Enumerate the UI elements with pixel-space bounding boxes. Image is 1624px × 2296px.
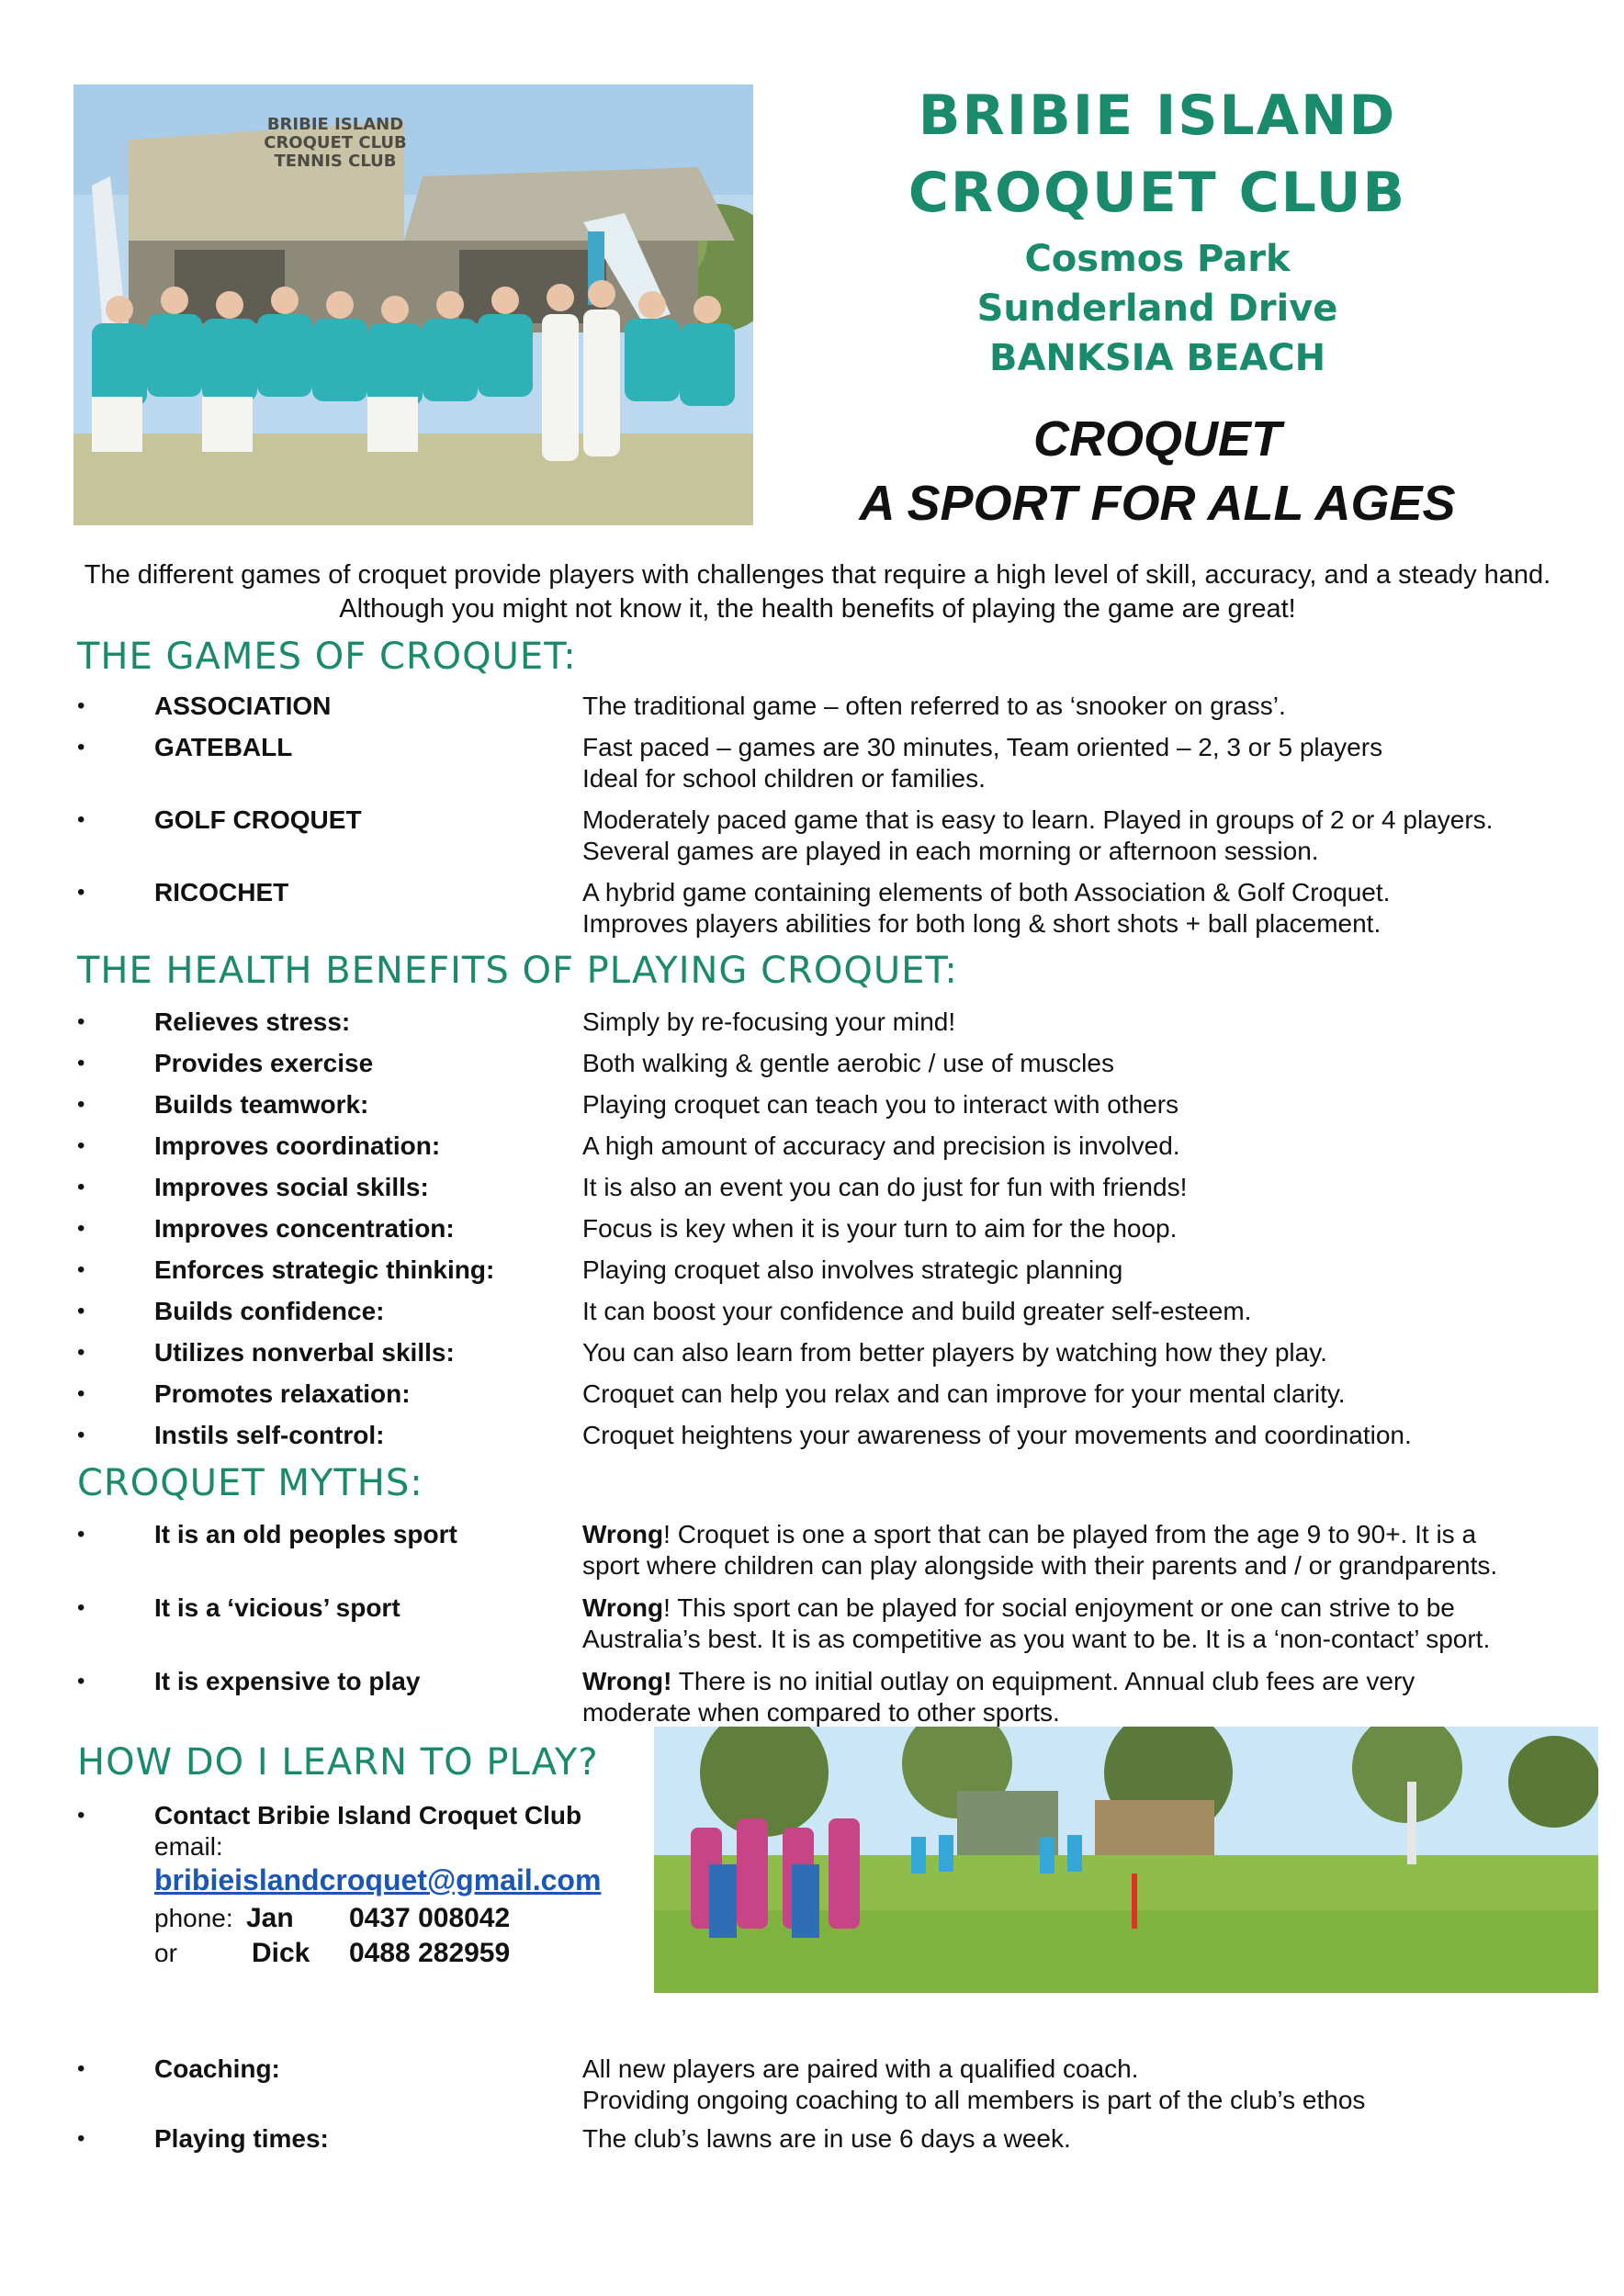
benefit-text: Simply by re-focusing your mind!: [582, 1007, 956, 1036]
bullet: •: [77, 1595, 85, 1620]
rebuttal-line: [582, 1593, 1602, 1624]
list-item-benefit: [77, 1048, 1584, 1085]
photo-sign: [234, 116, 436, 171]
list-item-benefit: [77, 1420, 1584, 1457]
benefit-text: Playing croquet also involves strategic planning: [582, 1255, 1123, 1284]
photo-sign-line: TENNIS CLUB: [274, 152, 397, 171]
list-item-game: [77, 691, 1584, 727]
benefit-text: It is also an event you can do just for fun with friends!: [582, 1173, 1188, 1201]
tagline-croquet: CROQUET: [1033, 411, 1281, 467]
rebuttal-text: There is no initial outlay on equipment. Annual club fees are very: [671, 1667, 1415, 1695]
rebuttal-line: [582, 1519, 1602, 1550]
benefit-label: Promotes relaxation:: [154, 1379, 411, 1408]
list-item-benefit: [77, 1255, 1584, 1291]
email-link-wrap: [154, 1864, 601, 1897]
wrong-lead: Wrong!: [582, 1667, 672, 1695]
bullet: •: [77, 1133, 85, 1158]
learn-description: [582, 2123, 1602, 2155]
bullet: •: [77, 1299, 85, 1323]
lawn-play-photo: [654, 1727, 1598, 1993]
description-line: The club’s lawns are in use 6 days a week.: [582, 2124, 1071, 2153]
benefit-label: Relieves stress:: [154, 1007, 351, 1036]
benefit-text: Croquet heightens your awareness of your movements and coordination.: [582, 1421, 1412, 1449]
club-name-line2: CROQUET CLUB: [908, 161, 1407, 225]
list-item-benefit: [77, 1296, 1584, 1333]
learn-label: Playing times:: [154, 2124, 329, 2153]
myth-rebuttal: [582, 1666, 1602, 1728]
benefit-text: You can also learn from better players by watching how they play.: [582, 1338, 1327, 1367]
game-label: GOLF CROQUET: [154, 805, 362, 834]
benefit-text: Focus is key when it is your turn to aim for the hoop.: [582, 1214, 1178, 1243]
list-item-benefit: [77, 1172, 1584, 1209]
address-line-park: Cosmos Park: [1024, 238, 1291, 280]
benefit-text: Both walking & gentle aerobic / use of muscles: [582, 1049, 1114, 1077]
rebuttal-text: ! Croquet is one a sport that can be played from the age 9 to 90+. It is a: [663, 1520, 1477, 1548]
rebuttal-line: Australia’s best. It is as competitive as you want to be. It is a ‘non-contact’ sport.: [582, 1625, 1491, 1653]
bullet: •: [77, 1340, 85, 1365]
bullet: •: [77, 1092, 85, 1117]
description-line: Moderately paced game that is easy to learn. Played in groups of 2 or 4 players.: [582, 805, 1494, 834]
wrong-lead: Wrong: [582, 1520, 664, 1548]
benefit-label: Instils self-control:: [154, 1421, 385, 1449]
list-item-game: [77, 732, 1584, 793]
description-line: Ideal for school children or families.: [582, 764, 986, 793]
bullet: •: [77, 1051, 85, 1075]
bullet: •: [77, 1423, 85, 1447]
game-description: [582, 805, 1602, 867]
section-heading-learn: HOW DO I LEARN TO PLAY?: [77, 1741, 599, 1784]
game-description: [582, 691, 1602, 722]
list-item-benefit: [77, 1007, 1584, 1043]
game-label: RICOCHET: [154, 878, 289, 906]
contact-name: Dick: [252, 1938, 310, 1968]
phone-line-1: [154, 1903, 511, 1934]
description-line: Several games are played in each morning or afternoon session.: [582, 837, 1319, 865]
bullet: •: [77, 880, 85, 905]
section-heading-games: THE GAMES OF CROQUET:: [77, 636, 577, 678]
list-item-learn: [77, 2123, 1584, 2160]
photo-sign-line: BRIBIE ISLAND: [266, 115, 404, 134]
benefit-text: A high amount of accuracy and precision is involved.: [582, 1131, 1180, 1160]
email-label: email:: [154, 1832, 223, 1861]
benefit-text: Croquet can help you relax and can improve for your mental clarity.: [582, 1379, 1346, 1408]
game-label: GATEBALL: [154, 733, 293, 761]
bullet: •: [77, 1381, 85, 1406]
benefit-label: Improves social skills:: [154, 1173, 429, 1201]
list-item-learn: [77, 2054, 1584, 2114]
benefit-label: Provides exercise: [154, 1049, 374, 1077]
bullet: •: [77, 735, 85, 760]
benefit-label: Utilizes nonverbal skills:: [154, 1338, 455, 1367]
list-item-benefit: [77, 1131, 1584, 1167]
rebuttal-line: moderate when compared to other sports.: [582, 1698, 1060, 1727]
bullet: •: [77, 1009, 85, 1034]
section-heading-myths: CROQUET MYTHS:: [77, 1462, 423, 1504]
bullet: •: [77, 807, 85, 832]
myth-label: It is expensive to play: [154, 1667, 421, 1695]
list-item-benefit: [77, 1213, 1584, 1250]
email-link[interactable]: bribieislandcroquet@gmail.com: [154, 1863, 602, 1896]
description-line: Fast paced – games are 30 minutes, Team oriented – 2, 3 or 5 players: [582, 733, 1383, 761]
address-line-street: Sunderland Drive: [976, 287, 1338, 330]
bullet: •: [77, 1175, 85, 1199]
learn-label: Coaching:: [154, 2054, 280, 2083]
phone-line-2: [154, 1938, 511, 1969]
list-item-myth: [77, 1666, 1584, 1727]
myth-label: It is an old peoples sport: [154, 1520, 457, 1548]
rebuttal-line: sport where children can play alongside with their parents and / or grandparents.: [582, 1551, 1498, 1580]
or-label: or: [154, 1939, 177, 1967]
wrong-lead: Wrong: [582, 1593, 664, 1622]
address-line-suburb: BANKSIA BEACH: [988, 337, 1326, 379]
description-line: Improves players abilities for both long & short shots + ball placement.: [582, 909, 1382, 938]
list-item-myth: [77, 1519, 1584, 1580]
description-line: A hybrid game containing elements of both Association & Golf Croquet.: [582, 878, 1391, 906]
club-group-photo: [73, 84, 753, 525]
photo-sign-line: CROQUET CLUB: [264, 133, 407, 152]
benefit-label: Builds teamwork:: [154, 1090, 369, 1119]
bullet: •: [77, 693, 85, 718]
bullet: •: [77, 1669, 85, 1694]
myth-rebuttal: [582, 1519, 1602, 1581]
myth-rebuttal: [582, 1593, 1602, 1655]
tagline-sport-for-all-ages: A SPORT FOR ALL AGES: [859, 476, 1456, 531]
list-item-benefit: [77, 1089, 1584, 1126]
intro-paragraph: The different games of croquet provide players with challenges that require a high level of skill, accuracy, and a steady hand. Although you might not know it, the health benefits of playing the game are great!: [84, 560, 1551, 624]
list-item-benefit: [77, 1337, 1584, 1374]
game-description: [582, 732, 1602, 794]
benefit-label: Enforces strategic thinking:: [154, 1255, 495, 1284]
description-line: All new players are paired with a qualified coach.: [582, 2054, 1139, 2083]
benefit-text: Playing croquet can teach you to interact with others: [582, 1090, 1179, 1119]
phone-label: phone:: [154, 1904, 233, 1932]
benefit-text: It can boost your confidence and build greater self-esteem.: [582, 1297, 1252, 1325]
benefit-label: Improves concentration:: [154, 1214, 455, 1243]
bullet: •: [77, 2056, 85, 2081]
club-name-line1: BRIBIE ISLAND: [918, 84, 1397, 148]
bullet: •: [77, 1803, 85, 1828]
benefit-label: Improves coordination:: [154, 1131, 441, 1160]
list-item-myth: [77, 1593, 1584, 1653]
game-label: ASSOCIATION: [154, 692, 332, 720]
bullet: •: [77, 1257, 85, 1282]
phone-number[interactable]: 0488 282959: [349, 1938, 511, 1968]
list-item-benefit: [77, 1379, 1584, 1415]
contact-title: Contact Bribie Island Croquet Club: [154, 1801, 582, 1829]
benefit-label: Builds confidence:: [154, 1297, 385, 1325]
contact-name: Jan: [246, 1903, 294, 1933]
phone-number[interactable]: 0437 008042: [349, 1903, 511, 1933]
rebuttal-line: [582, 1666, 1602, 1697]
myth-label: It is a ‘vicious’ sport: [154, 1593, 400, 1622]
list-item-game: [77, 877, 1584, 938]
section-heading-health: THE HEALTH BENEFITS OF PLAYING CROQUET:: [77, 950, 958, 992]
game-description: [582, 877, 1602, 940]
description-line: Providing ongoing coaching to all members is part of the club’s ethos: [582, 2086, 1366, 2114]
list-item-game: [77, 805, 1584, 865]
bullet: •: [77, 1216, 85, 1241]
learn-description: [582, 2054, 1602, 2116]
bullet: •: [77, 1522, 85, 1547]
bullet: •: [77, 2126, 85, 2151]
description-line: The traditional game – often referred to as ‘snooker on grass’.: [582, 692, 1286, 720]
rebuttal-text: ! This sport can be played for social enjoyment or one can strive to be: [663, 1593, 1455, 1622]
